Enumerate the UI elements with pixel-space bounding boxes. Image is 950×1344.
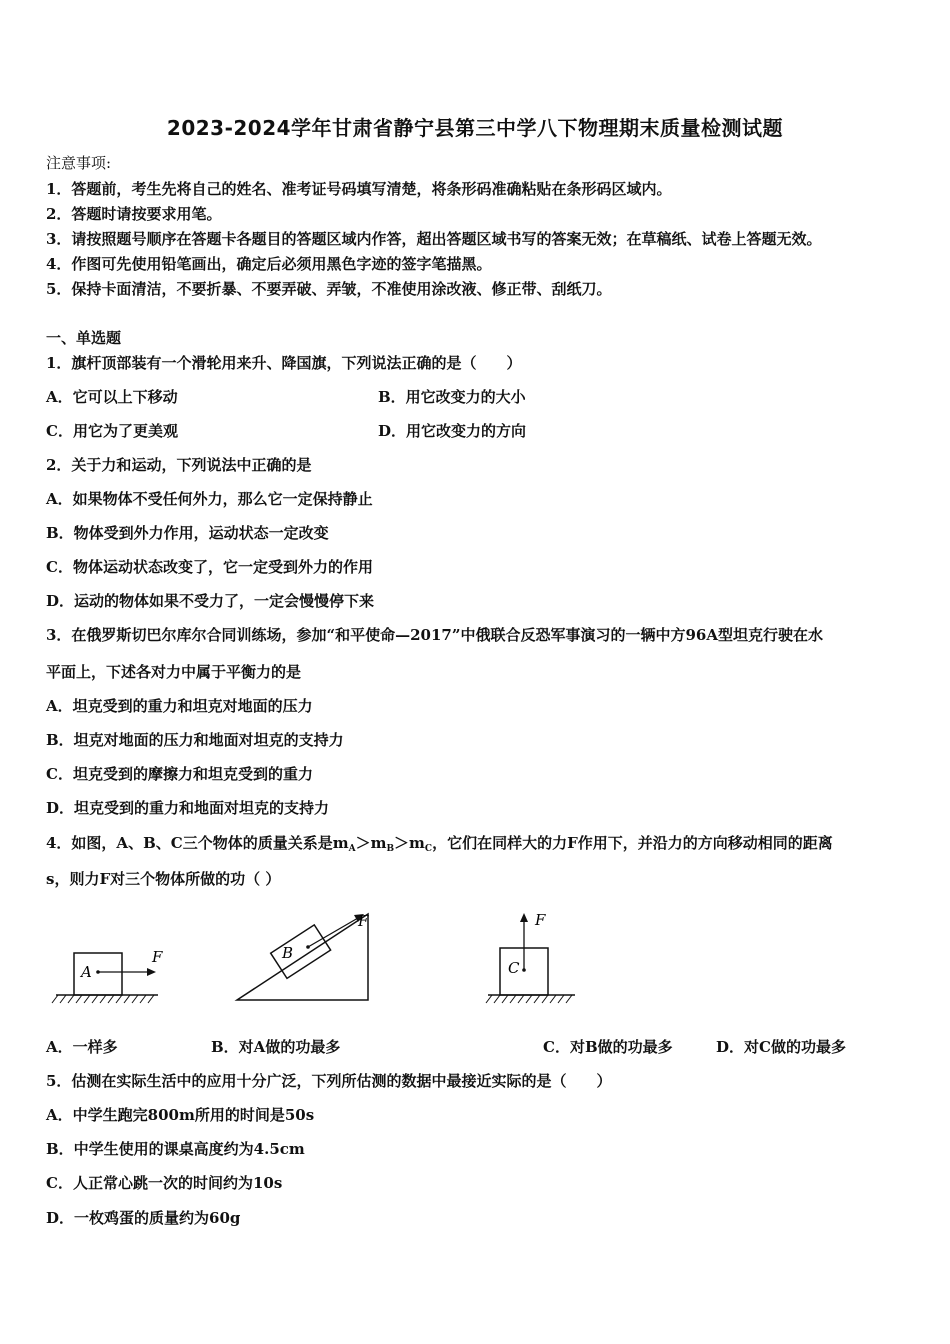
force-label-a: F	[152, 948, 163, 966]
option-c: C．物体运动状态改变了，它一定受到外力的作用	[46, 558, 373, 576]
stem-text: 4．如图，A、B、C三个物体的质量关系是m	[46, 834, 349, 852]
figure-c	[486, 911, 575, 1003]
option-c: C．坦克受到的摩擦力和坦克受到的重力	[46, 765, 313, 783]
option-b: B．中学生使用的课桌高度约为4.5cm	[46, 1140, 305, 1158]
stem-text: ＞m	[355, 834, 387, 852]
question-stem: 1．旗杆顶部装有一个滑轮用来升、降国旗，下列说法正确的是（ ）	[46, 354, 522, 372]
subscript-a: A	[348, 844, 356, 854]
question-stem: 5．估测在实际生活中的应用十分广泛，下列所估测的数据中最接近实际的是（ ）	[46, 1072, 612, 1090]
question-stem-line1	[46, 832, 833, 854]
section-heading: 一、单选题	[46, 329, 122, 347]
option-d: D．用它改变力的方向	[378, 422, 527, 440]
force-diagram	[50, 900, 590, 1020]
question-stem-line1: 3．在俄罗斯切巴尔库尔合同训练场，参加“和平使命—2017”中俄联合反恐军事演习的一辆中方96A型坦克行驶在水	[46, 626, 823, 644]
option-a: A．一样多	[46, 1038, 118, 1056]
option-c: C．对B做的功最多	[543, 1038, 673, 1056]
label-c: C	[508, 959, 520, 977]
option-b: B．用它改变力的大小	[378, 388, 526, 406]
figure-a	[52, 948, 163, 1003]
question-stem: 2．关于力和运动，下列说法中正确的是	[46, 456, 312, 474]
label-b: B	[282, 944, 294, 962]
option-a: A．中学生跑完800m所用的时间是50s	[46, 1106, 315, 1124]
option-d: D．运动的物体如果不受力了，一定会慢慢停下来	[46, 592, 375, 610]
notice-item: 1．答题前，考生先将自己的姓名、准考证号码填写清楚，将条形码准确粘贴在条形码区域内。	[46, 180, 672, 198]
question-stem-line2: 平面上，下述各对力中属于平衡力的是	[46, 663, 302, 681]
option-d: D．坦克受到的重力和地面对坦克的支持力	[46, 799, 330, 817]
option-a: A．坦克受到的重力和坦克对地面的压力	[46, 697, 313, 715]
notice-item: 5．保持卡面清洁，不要折暴、不要弄破、弄皱，不准使用涂改液、修正带、刮纸刀。	[46, 280, 612, 298]
option-b: B．坦克对地面的压力和地面对坦克的支持力	[46, 731, 344, 749]
option-d: D．一枚鸡蛋的质量约为60g	[46, 1209, 241, 1227]
notice-item: 4．作图可先使用铅笔画出，确定后必须用黑色字迹的签字笔描黑。	[46, 255, 492, 273]
option-b: B．物体受到外力作用，运动状态一定改变	[46, 524, 329, 542]
option-a: A．如果物体不受任何外力，那么它一定保持静止	[46, 490, 373, 508]
notice-heading: 注意事项:	[46, 154, 112, 172]
page-title: 2023-2024学年甘肃省静宁县第三中学八下物理期末质量检测试题	[166, 116, 784, 140]
option-c: C．用它为了更美观	[46, 422, 178, 440]
stem-text: ＞m	[394, 834, 425, 852]
option-b: B．对A做的功最多	[211, 1038, 341, 1056]
notice-item: 3．请按照题号顺序在答题卡各题目的答题区域内作答，超出答题区域书写的答案无效；在草稿纸、试卷上答题无效。	[46, 230, 822, 248]
subscript-b: B	[386, 844, 395, 854]
force-label-c: F	[535, 911, 546, 929]
option-c: C．人正常心跳一次的时间约为10s	[46, 1174, 283, 1192]
label-a: A	[81, 963, 92, 981]
force-label-b: F	[358, 912, 369, 930]
option-d: D．对C做的功最多	[716, 1038, 846, 1056]
question-stem-line2: s，则力F对三个物体所做的功（ ）	[46, 870, 281, 888]
option-a: A．它可以上下移动	[46, 388, 178, 406]
subscript-c: C	[424, 844, 433, 854]
stem-text: ，它们在同样大的力F作用下，并沿力的方向移动相同的距离	[432, 834, 833, 852]
figure-b	[237, 912, 369, 1000]
notice-item: 2．答题时请按要求用笔。	[46, 205, 222, 223]
